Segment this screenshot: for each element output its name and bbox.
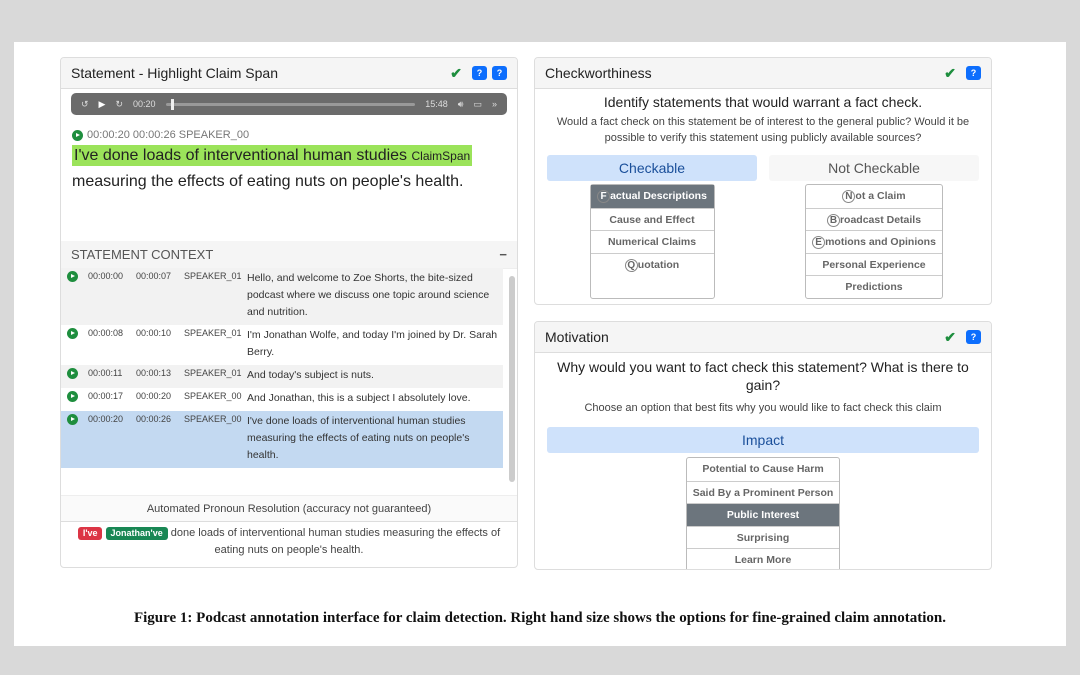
checkworthiness-header [535,58,991,89]
utterance-text: And Jonathan, this is a subject I absolutely love. [247,392,471,404]
context-row[interactable] [61,365,503,388]
check-icon: ✔ [944,64,956,81]
play-icon[interactable] [67,271,78,282]
end-time: 00:00:13 [136,368,172,378]
utterance-text: I'm Jonathan Wolfe, and today I'm joined by Dr. Sarah Berry. [247,329,498,358]
motivation-option[interactable]: Public Interest [687,503,839,526]
seek-handle[interactable] [171,99,174,110]
motivation-option[interactable]: Potential to Cause Harm [702,463,824,475]
speaker: SPEAKER_01 [184,328,242,338]
more-icon[interactable]: » [491,99,497,109]
option-button[interactable] [591,253,714,276]
meta-text: 00:00:20 00:00:26 SPEAKER_00 [87,129,250,141]
play-icon[interactable] [67,328,78,339]
speaker: SPEAKER_01 [184,368,242,378]
shortcut-key: N [842,190,855,203]
shortcut-key: F [597,190,610,203]
end-time: 00:00:07 [136,271,172,281]
panel-title: Motivation [545,329,609,345]
motivation-option[interactable]: Surprising [687,526,839,549]
audio-player [71,93,507,115]
context-row[interactable] [61,411,503,468]
help-button[interactable]: ? [966,66,981,80]
claim-span-highlight[interactable] [72,145,472,166]
start-time: 00:00:17 [88,391,124,401]
option-button[interactable] [806,253,942,276]
check-icon: ✔ [450,64,462,81]
context-title: STATEMENT CONTEXT [71,247,214,262]
forward-icon[interactable]: ↻ [115,98,124,109]
airplay-icon[interactable]: ▭ [473,98,482,109]
play-icon[interactable] [67,391,78,402]
motivation-header [535,322,991,353]
pronoun-resolution-text [71,525,507,559]
figure-caption: Figure 1: Podcast annotation interface for claim detection. Right hand size shows the options for fine-grained claim annotation. [133,610,947,626]
option-label: Predictions [845,281,903,293]
statement-header [61,58,517,89]
current-time: 00:20 [133,99,156,109]
option-button[interactable] [806,208,942,231]
option-label: actual Descriptions [610,190,707,202]
volume-icon[interactable]: 🔊︎ [457,98,464,109]
span-label: ClaimSpan [411,149,471,163]
motivation-option[interactable]: Learn More [687,548,839,570]
play-icon[interactable] [72,130,83,141]
checkworthiness-panel [534,57,992,305]
statement-meta [72,129,517,141]
heading: Identify statements that would warrant a fact check. [603,94,923,110]
motivation-options [686,457,840,570]
collapse-button[interactable]: − [499,247,507,262]
end-time: 00:00:26 [136,414,172,424]
option-button[interactable] [806,185,942,208]
speaker: SPEAKER_01 [184,271,242,281]
utterance-text: I've done loads of interventional human studies measuring the effects of eating nuts on people's health. [247,415,470,461]
instruction: Choose an option that best fits why you would like to fact check this claim [584,402,942,414]
utterance-text: And today's subject is nuts. [247,369,374,381]
shortcut-key: E [812,236,825,249]
motivation-option[interactable]: Said By a Prominent Person [687,481,839,504]
option-button[interactable] [806,275,942,298]
option-label: Personal Experience [822,258,926,271]
option-label: Numerical Claims [607,236,697,248]
seek-slider[interactable] [166,103,416,106]
scrollbar[interactable] [509,276,515,482]
not-checkable-options [805,184,943,299]
resolved-text: done loads of interventional human studies measuring the effects of eating nuts on people's health. [170,527,501,556]
not-checkable-button[interactable]: Not Checkable [769,155,979,181]
rewind-icon[interactable]: ↺ [81,98,89,109]
context-row[interactable] [61,325,503,365]
context-header [61,241,517,269]
help-button[interactable]: ? [966,330,981,344]
context-row[interactable] [61,268,503,325]
start-time: 00:00:08 [88,328,124,338]
utterance-text: Hello, and welcome to Zoe Shorts, the bite-sized podcast where we discuss one topic around science and nutrition. [247,272,490,318]
option-label: Cause and Effect [609,213,695,226]
start-time: 00:00:20 [88,414,124,424]
help-button[interactable]: ? [472,66,487,80]
duration: 15:48 [425,99,448,109]
start-time: 00:00:11 [88,368,123,378]
speaker: SPEAKER_00 [184,391,242,401]
context-row[interactable] [61,388,503,411]
panel-title: Checkworthiness [545,65,652,81]
pronoun-resolution-title: Automated Pronoun Resolution (accuracy not guaranteed) [61,495,517,522]
play-icon[interactable] [67,368,78,379]
heading: Why would you want to fact check this statement? What is there to gain? [557,359,969,393]
option-button[interactable] [806,230,942,253]
checkable-button[interactable]: Checkable [547,155,757,181]
end-time: 00:00:20 [136,391,172,401]
highlight-text: I've done loads of interventional human studies [74,147,408,164]
rest-text: measuring the effects of eating nuts on people's health. [72,173,464,190]
impact-button[interactable]: Impact [547,427,979,453]
option-button[interactable] [591,230,714,253]
option-label: roadcast Details [839,213,922,226]
end-time: 00:00:10 [136,328,172,338]
play-icon[interactable] [67,414,78,425]
option-button[interactable] [591,208,714,231]
shortcut-key: Q [625,259,638,272]
checkable-options [590,184,715,299]
statement-text [72,143,507,195]
option-button[interactable] [591,185,714,208]
option-label: motions and Opinions [825,236,936,248]
original-pronoun-tag: I've [78,527,103,540]
help-button[interactable]: ? [492,66,507,80]
speaker: SPEAKER_00 [184,414,242,424]
resolved-pronoun-tag: Jonathan've [106,527,168,540]
shortcut-key: B [827,214,840,227]
check-icon: ✔ [944,328,956,345]
option-label: uotation [637,258,680,271]
question: Would a fact check on this statement be of interest to the general public? Would it be possible to verify this statement using publicly available sources? [556,116,970,144]
motivation-panel [534,321,992,570]
option-label: ot a Claim [855,190,906,202]
statement-panel [60,57,518,568]
panel-title: Statement - Highlight Claim Span [71,65,278,81]
context-list [61,268,503,500]
start-time: 00:00:00 [88,271,124,281]
play-icon[interactable]: ▶ [98,98,106,109]
